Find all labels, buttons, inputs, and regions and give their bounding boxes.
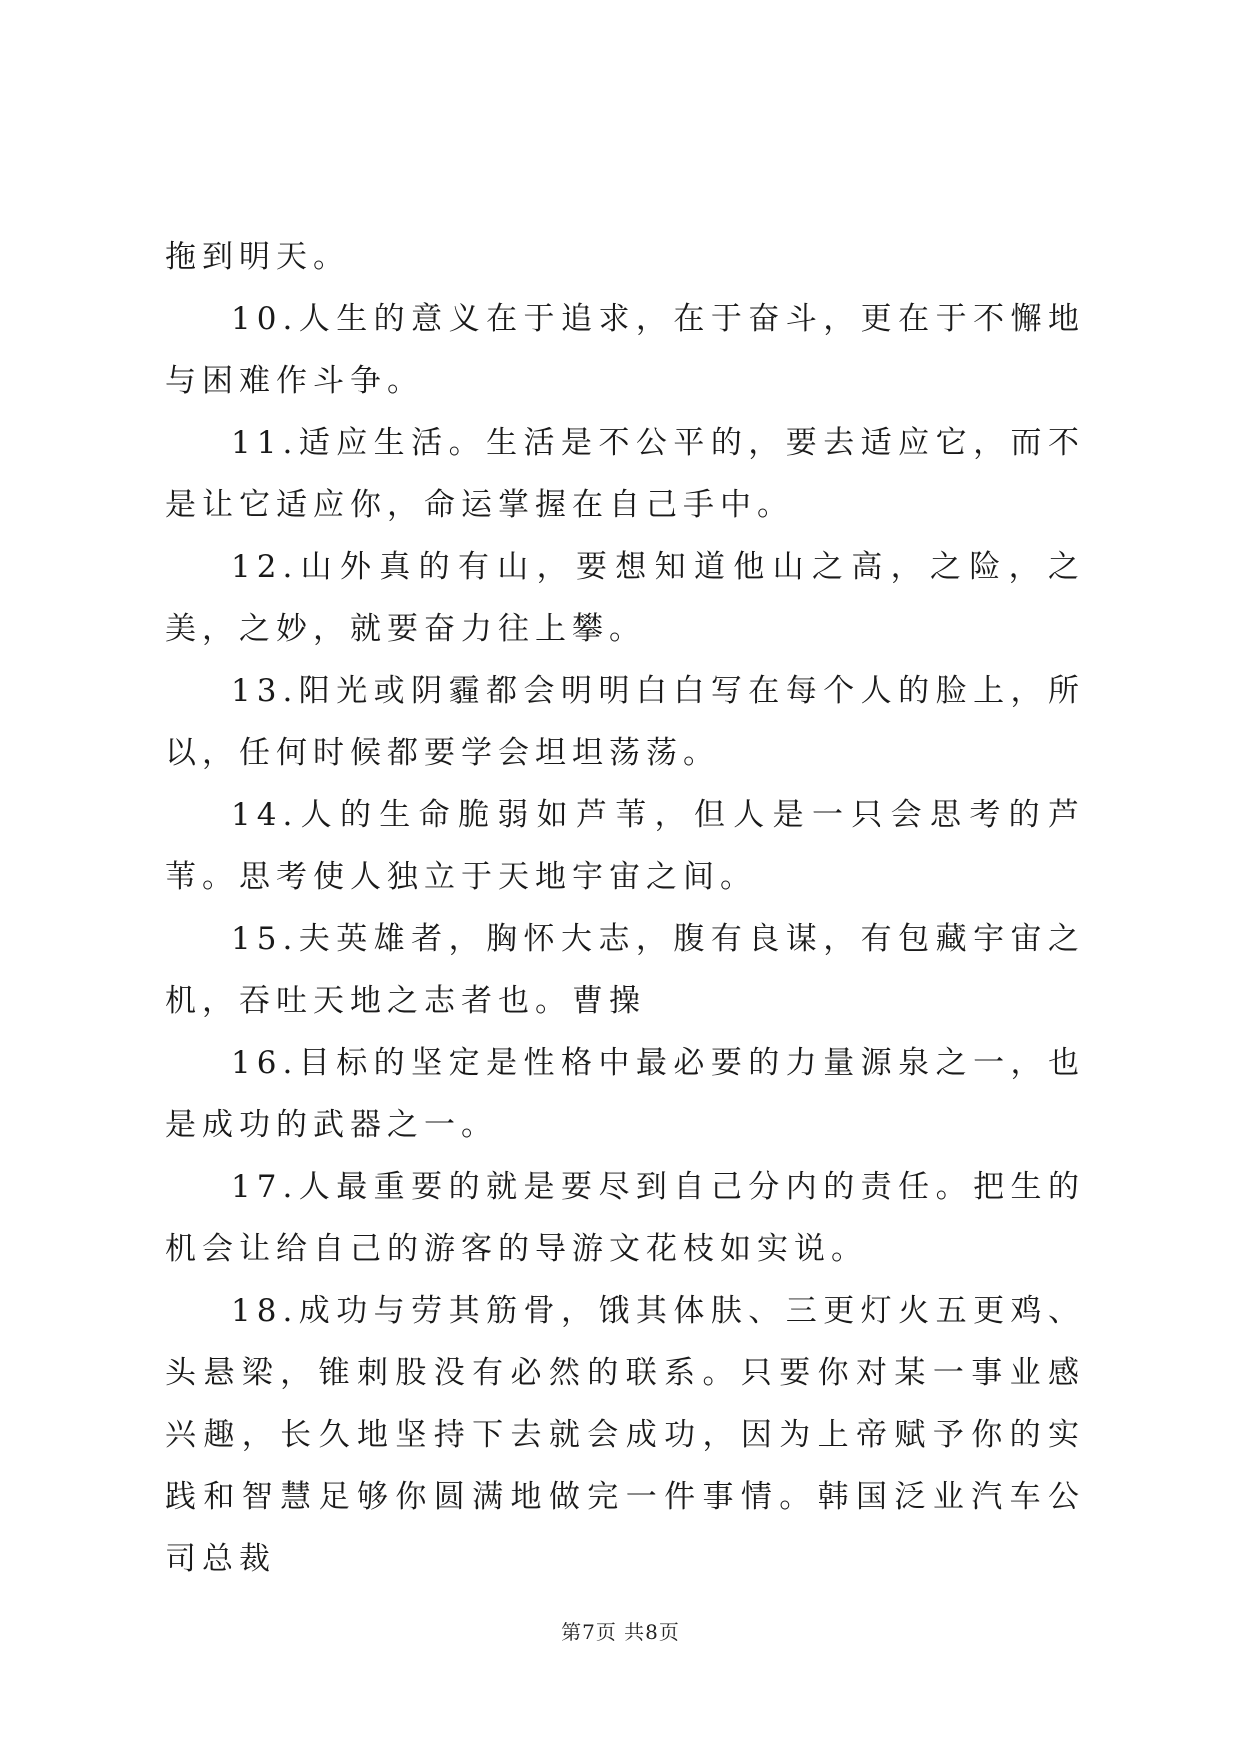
quote-item-18: 18.成功与劳其筋骨，饿其体肤、三更灯火五更鸡、头悬梁，锥刺股没有必然的联系。只要你对某一事业感兴趣，长久地坚持下去就会成功，因为上帝赋予你的实践和智慧足够你圆满地做完一件事情。韩国泛业汽车公司总裁 (165, 1293, 1085, 1577)
quote-item-15: 15.夫英雄者，胸怀大志，腹有良谋，有包藏宇宙之机，吞吐天地之志者也。曹操 (165, 921, 1085, 1019)
quote-item-11: 11.适应生活。生活是不公平的，要去适应它，而不是让它适应你，命运掌握在自己手中。 (165, 425, 1085, 523)
quote-item-16: 16.目标的坚定是性格中最必要的力量源泉之一，也是成功的武器之一。 (165, 1045, 1085, 1143)
page-number-footer: 第7页 共8页 (561, 1620, 680, 1644)
quote-item-10: 10.人生的意义在于追求，在于奋斗，更在于不懈地与困难作斗争。 (165, 301, 1085, 399)
document-body (165, 226, 1085, 1590)
quote-item-13: 13.阳光或阴霾都会明明白白写在每个人的脸上，所以，任何时候都要学会坦坦荡荡。 (165, 673, 1085, 771)
paragraph-continuation: 拖到明天。 (165, 239, 350, 275)
quote-item-17: 17.人最重要的就是要尽到自己分内的责任。把生的机会让给自己的游客的导游文花枝如实说。 (165, 1169, 1085, 1267)
quote-item-12: 12.山外真的有山，要想知道他山之高，之险，之美，之妙，就要奋力往上攀。 (165, 549, 1085, 647)
quote-item-14: 14.人的生命脆弱如芦苇，但人是一只会思考的芦苇。思考使人独立于天地宇宙之间。 (165, 797, 1085, 895)
